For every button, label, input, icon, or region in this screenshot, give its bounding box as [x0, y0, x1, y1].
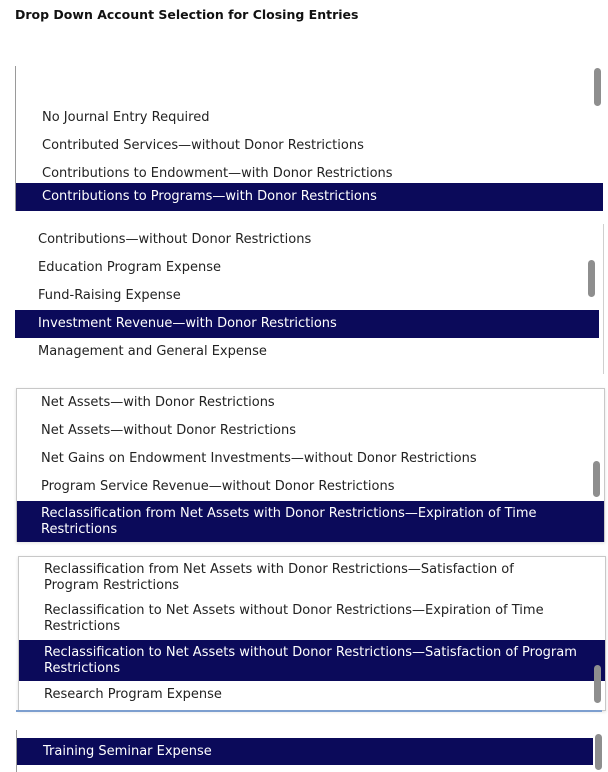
list-option-selected[interactable]	[16, 183, 603, 211]
option-label: No Journal Entry Required	[42, 110, 210, 125]
account-listbox-5[interactable]	[16, 730, 605, 772]
list-option[interactable]	[16, 132, 590, 160]
background-border	[16, 710, 602, 712]
account-listbox-2[interactable]	[15, 224, 604, 374]
list-option[interactable]	[15, 254, 589, 282]
scrollbar-thumb[interactable]	[588, 260, 595, 297]
option-label: Reclassification from Net Assets with Donor Restrictions—Expiration of Time Restrictions	[41, 505, 537, 537]
option-label: Fund-Raising Expense	[38, 288, 181, 303]
list-option-selected[interactable]	[17, 501, 604, 542]
option-label: Reclassification to Net Assets without Donor Restrictions—Satisfaction of Program Restrictions	[44, 644, 577, 676]
list-option-selected[interactable]	[19, 640, 605, 681]
account-listbox-4[interactable]	[18, 556, 606, 711]
option-label: Research Program Expense	[44, 687, 222, 702]
option-label: Investment Revenue—with Donor Restrictions	[38, 316, 337, 331]
account-listbox-3[interactable]	[16, 388, 605, 542]
option-label: Net Gains on Endowment Investments—without Donor Restrictions	[41, 451, 477, 466]
option-label: Contributions to Programs—with Donor Restrictions	[42, 189, 377, 204]
list-option[interactable]	[19, 559, 591, 597]
option-label: Education Program Expense	[38, 260, 222, 275]
scrollbar-thumb[interactable]	[595, 734, 602, 770]
option-label: Program Service Revenue—without Donor Restrictions	[41, 479, 395, 494]
list-option[interactable]	[17, 389, 590, 417]
account-listbox-1[interactable]	[15, 66, 604, 211]
list-option[interactable]	[17, 417, 590, 445]
option-label: Reclassification from Net Assets with Donor Restrictions—Satisfaction of Program Restrictions	[44, 562, 514, 593]
scrollbar-thumb[interactable]	[594, 68, 601, 106]
option-label: Contributed Services—without Donor Restrictions	[42, 138, 364, 153]
option-label: Contributions to Endowment—with Donor Restrictions	[42, 166, 393, 181]
list-option[interactable]	[19, 600, 591, 638]
option-label: Net Assets—without Donor Restrictions	[41, 423, 296, 438]
page-title: Drop Down Account Selection for Closing Entries	[15, 7, 359, 22]
list-option[interactable]	[16, 104, 590, 132]
list-option[interactable]	[15, 338, 589, 366]
list-option-selected[interactable]	[15, 310, 599, 338]
scrollbar-thumb[interactable]	[593, 461, 600, 497]
option-label: Management and General Expense	[38, 344, 267, 359]
list-option[interactable]	[17, 445, 590, 473]
list-option[interactable]	[15, 226, 589, 254]
option-label: Training Seminar Expense	[43, 743, 212, 759]
option-label: Net Assets—with Donor Restrictions	[41, 395, 275, 410]
option-label: Reclassification to Net Assets without Donor Restrictions—Expiration of Time Restrictions	[44, 603, 544, 634]
list-option[interactable]	[17, 473, 590, 501]
list-option[interactable]	[19, 681, 591, 709]
option-label: Contributions—without Donor Restrictions	[38, 232, 312, 247]
scrollbar-thumb[interactable]	[594, 665, 601, 703]
list-option[interactable]	[15, 282, 589, 310]
list-option-selected[interactable]	[17, 738, 593, 765]
